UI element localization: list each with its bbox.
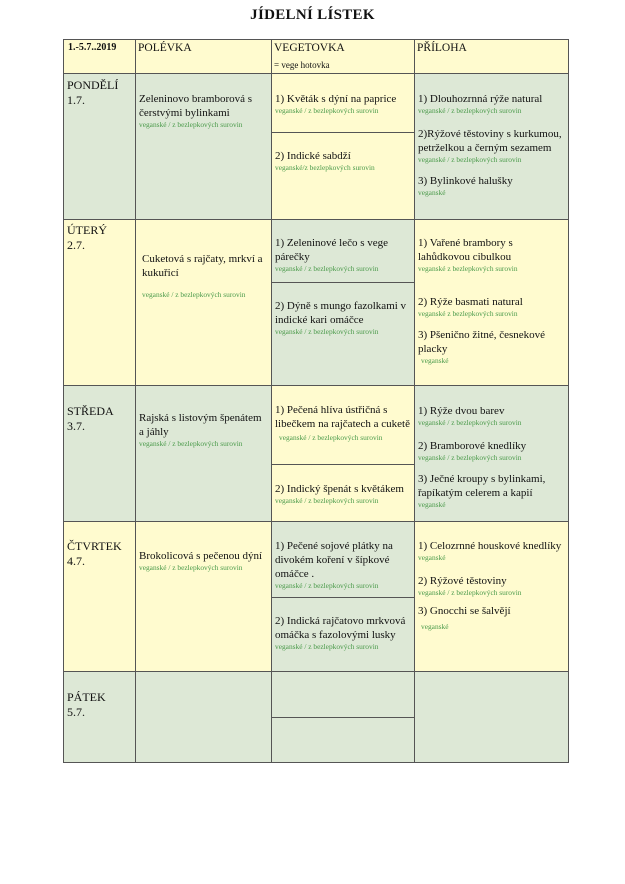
soup-cell	[136, 522, 272, 672]
day-row-wednesday	[64, 386, 569, 522]
side-note: veganské	[421, 622, 449, 631]
veg-cell	[272, 522, 415, 672]
day-date: 2.7.	[67, 238, 85, 252]
side-item: 2)Rýžové těstoviny s kurkumou, petrželkou a černým sezamem	[418, 128, 562, 154]
soup-name: Cuketová s rajčaty, mrkví a kukuřicí	[142, 253, 263, 279]
day-cell	[64, 220, 136, 386]
soup-note: veganské / z bezlepkových surovin	[139, 120, 243, 129]
side-item: 3) Gnocchi se šalvějí	[418, 605, 511, 617]
day-name: PÁTEK	[67, 690, 106, 704]
side-item: 1) Dlouhozrnná rýže natural	[418, 93, 543, 105]
day-row-tuesday	[64, 220, 569, 386]
side-note: veganské	[421, 356, 449, 365]
veg-item: 1) Zeleninové lečo s vege párečky	[275, 237, 389, 263]
veg-item: 1) Květák s dýní na paprice	[275, 93, 397, 105]
soup-header: POLÉVKA	[136, 40, 272, 74]
day-date: 4.7.	[67, 554, 85, 568]
soup-name: Brokolicová s pečenou dýní	[139, 550, 263, 562]
day-row-monday	[64, 74, 569, 220]
side-note: veganské / z bezlepkových surovin	[418, 418, 522, 427]
side-note: veganské z bezlepkových surovin	[418, 309, 518, 318]
veg-note: veganské / z bezlepkových surovin	[279, 433, 383, 442]
veg-cell	[272, 672, 415, 763]
day-name: PONDĚLÍ	[67, 78, 119, 92]
week-header: 1.-5.7..2019	[64, 40, 136, 74]
side-note: veganské / z bezlepkových surovin	[418, 155, 522, 164]
veg-cell	[272, 386, 415, 522]
veg-note: veganské / z bezlepkových surovin	[275, 327, 379, 336]
side-note: veganské	[418, 553, 446, 562]
side-cell	[415, 522, 569, 672]
veg-note: veganské / z bezlepkových surovin	[275, 642, 379, 651]
side-cell	[415, 386, 569, 522]
page-title: JÍDELNÍ LÍSTEK	[250, 7, 375, 23]
day-cell	[64, 386, 136, 522]
soup-cell	[136, 672, 272, 763]
day-date: 1.7.	[67, 93, 85, 107]
side-item: 1) Rýže dvou barev	[418, 405, 505, 417]
veg-item: 2) Dýně s mungo fazolkami v indické kari omáčce	[275, 300, 407, 326]
soup-cell	[136, 386, 272, 522]
veg-note: veganské/z bezlepkových surovin	[275, 163, 375, 172]
side-item: 1) Celozrnné houskové knedlíky	[418, 540, 562, 552]
soup-note: veganské / z bezlepkových surovin	[142, 290, 246, 299]
day-date: 5.7.	[67, 705, 85, 719]
day-cell	[64, 672, 136, 763]
side-note: veganské	[418, 188, 446, 197]
day-name: ČTVRTEK	[67, 539, 122, 553]
soup-name: Zeleninovo bramborová s čerstvými bylinkami	[139, 93, 253, 119]
veg-note: veganské / z bezlepkových surovin	[275, 581, 379, 590]
veg-header: VEGETOVKA = vege hotovka	[272, 40, 415, 74]
soup-cell	[136, 74, 272, 220]
veg-cell	[272, 220, 415, 386]
side-item: 1) Vařené brambory s lahůdkovou cibulkou	[418, 237, 513, 263]
side-item: 3) Bylinkové halušky	[418, 175, 513, 187]
side-item: 2) Bramborové knedlíky	[418, 440, 527, 452]
veg-note: veganské / z bezlepkových surovin	[275, 496, 379, 505]
day-row-friday	[64, 672, 569, 763]
veg-item: 2) Indický špenát s květákem	[275, 483, 404, 495]
veg-legend: = vege hotovka	[274, 60, 330, 70]
side-cell	[415, 220, 569, 386]
veg-item: 1) Pečená hlíva ústřičná s libečkem na rajčatech a cuketě	[275, 404, 410, 430]
side-note: veganské / z bezlepkových surovin	[418, 106, 522, 115]
day-name: STŘEDA	[67, 404, 114, 418]
soup-name: Rajská s listovým špenátem a jáhly	[139, 412, 262, 438]
side-note: veganské	[418, 500, 446, 509]
side-item: 2) Rýže basmati natural	[418, 296, 523, 308]
day-date: 3.7.	[67, 419, 85, 433]
day-name: ÚTERÝ	[67, 223, 107, 237]
veg-item: 1) Pečené sojové plátky na divokém koření v šípkové omáčce .	[275, 540, 393, 580]
side-header: PŘÍLOHA	[415, 40, 569, 74]
side-note: veganské z bezlepkových surovin	[418, 264, 518, 273]
veg-note: veganské / z bezlepkových surovin	[275, 264, 379, 273]
side-cell	[415, 74, 569, 220]
soup-note: veganské / z bezlepkových surovin	[139, 439, 243, 448]
soup-cell	[136, 220, 272, 386]
side-cell	[415, 672, 569, 763]
veg-cell	[272, 74, 415, 220]
day-cell	[64, 74, 136, 220]
day-row-thursday	[64, 522, 569, 672]
menu-table	[63, 39, 569, 763]
side-item: 3) Pšeničnо žitné, česnekové placky	[418, 329, 546, 355]
header-row	[64, 40, 569, 74]
side-note: veganské / z bezlepkových surovin	[418, 453, 522, 462]
soup-note: veganské / z bezlepkových surovin	[139, 563, 243, 572]
veg-item: 2) Indické sabdží	[275, 150, 351, 162]
veg-note: veganské / z bezlepkových surovin	[275, 106, 379, 115]
side-item: 3) Ječné kroupy s bylinkami, řapíkatým celerem a kapií	[418, 473, 546, 499]
side-note: veganské / z bezlepkových surovin	[418, 588, 522, 597]
veg-item: 2) Indická rajčatovo mrkvová omáčka s fazolovými lusky	[275, 615, 406, 641]
side-item: 2) Rýžové těstoviny	[418, 575, 507, 587]
day-cell	[64, 522, 136, 672]
